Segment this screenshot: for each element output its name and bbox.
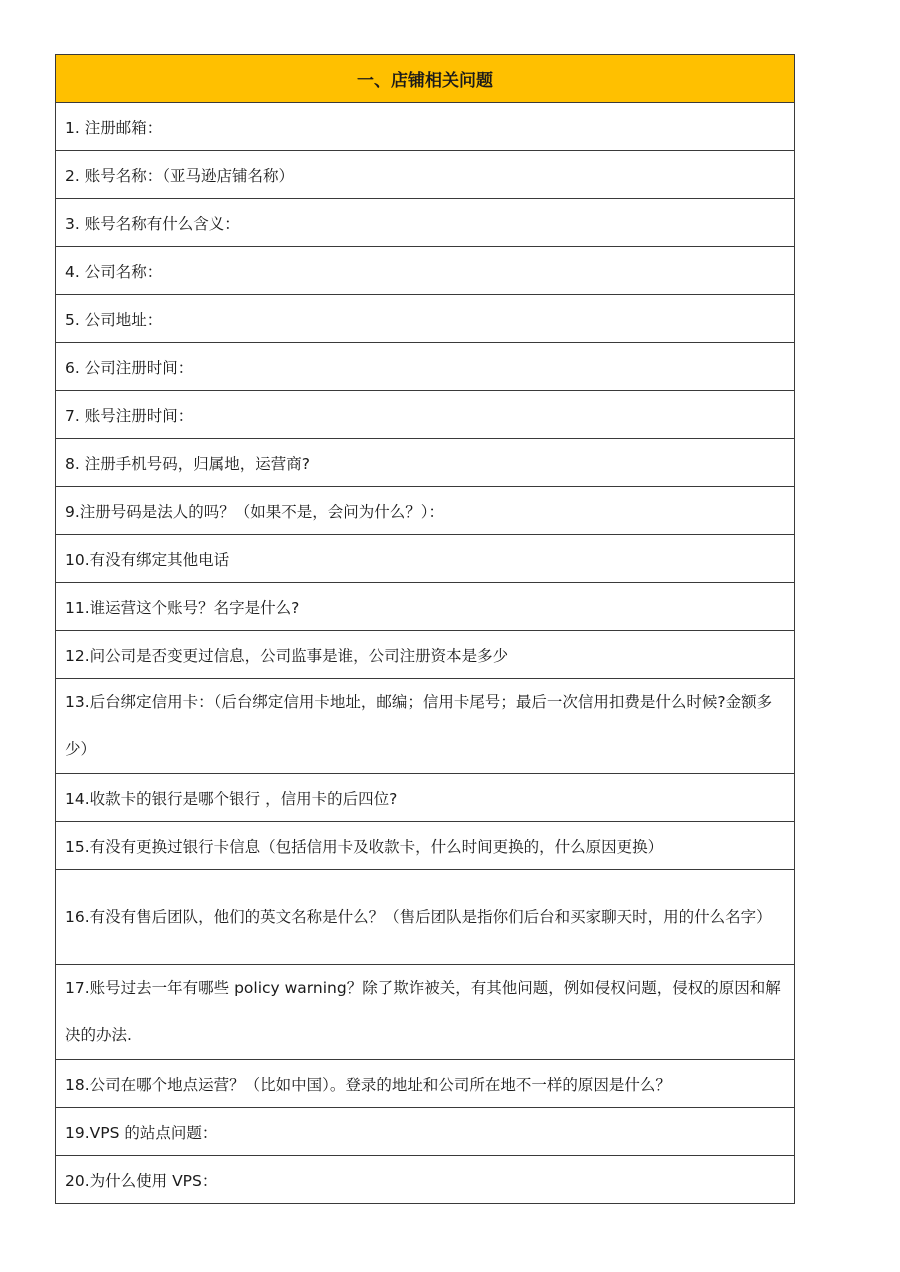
question-18: 18.公司在哪个地点运营？（比如中国）。登录的地址和公司所在地不一样的原因是什么？ bbox=[56, 1060, 795, 1108]
question-1: 1. 注册邮箱： bbox=[56, 103, 795, 151]
table-header-row bbox=[56, 55, 795, 103]
table-row bbox=[56, 1060, 795, 1108]
question-3: 3. 账号名称有什么含义： bbox=[56, 199, 795, 247]
table-row bbox=[56, 487, 795, 535]
question-12: 12.问公司是否变更过信息，公司监事是谁，公司注册资本是多少 bbox=[56, 631, 795, 679]
question-6: 6. 公司注册时间： bbox=[56, 343, 795, 391]
question-19: 19.VPS 的站点问题： bbox=[56, 1108, 795, 1156]
table-row bbox=[56, 1108, 795, 1156]
question-table-container bbox=[55, 54, 795, 1204]
table-row bbox=[56, 199, 795, 247]
table-row bbox=[56, 103, 795, 151]
question-20: 20.为什么使用 VPS： bbox=[56, 1156, 795, 1204]
question-17: 17.账号过去一年有哪些 policy warning？除了欺诈被关，有其他问题，例如侵权问题，侵权的原因和解决的办法. bbox=[56, 965, 795, 1060]
question-10: 10.有没有绑定其他电话 bbox=[56, 535, 795, 583]
table-row bbox=[56, 774, 795, 822]
table-row bbox=[56, 679, 795, 774]
question-5: 5. 公司地址： bbox=[56, 295, 795, 343]
table-row bbox=[56, 295, 795, 343]
question-8: 8. 注册手机号码，归属地，运营商? bbox=[56, 439, 795, 487]
table-row bbox=[56, 439, 795, 487]
question-table bbox=[55, 54, 795, 1204]
table-row bbox=[56, 583, 795, 631]
question-16: 16.有没有售后团队，他们的英文名称是什么？（售后团队是指你们后台和买家聊天时，用的什么名字） bbox=[56, 870, 795, 965]
table-row bbox=[56, 870, 795, 965]
section-title: 一、店铺相关问题 bbox=[56, 55, 795, 103]
table-row bbox=[56, 247, 795, 295]
question-2: 2. 账号名称：（亚马逊店铺名称） bbox=[56, 151, 795, 199]
table-row bbox=[56, 391, 795, 439]
question-14: 14.收款卡的银行是哪个银行 ，信用卡的后四位? bbox=[56, 774, 795, 822]
question-4: 4. 公司名称： bbox=[56, 247, 795, 295]
table-row bbox=[56, 822, 795, 870]
table-row bbox=[56, 151, 795, 199]
table-row bbox=[56, 965, 795, 1060]
table-row bbox=[56, 343, 795, 391]
question-15: 15.有没有更换过银行卡信息（包括信用卡及收款卡，什么时间更换的，什么原因更换） bbox=[56, 822, 795, 870]
table-row bbox=[56, 535, 795, 583]
table-row bbox=[56, 631, 795, 679]
question-11: 11.谁运营这个账号？名字是什么? bbox=[56, 583, 795, 631]
question-9: 9.注册号码是法人的吗？（如果不是，会问为什么？）： bbox=[56, 487, 795, 535]
question-7: 7. 账号注册时间： bbox=[56, 391, 795, 439]
table-row bbox=[56, 1156, 795, 1204]
question-13: 13.后台绑定信用卡：（后台绑定信用卡地址，邮编；信用卡尾号；最后一次信用扣费是什么时候?金额多少） bbox=[56, 679, 795, 774]
